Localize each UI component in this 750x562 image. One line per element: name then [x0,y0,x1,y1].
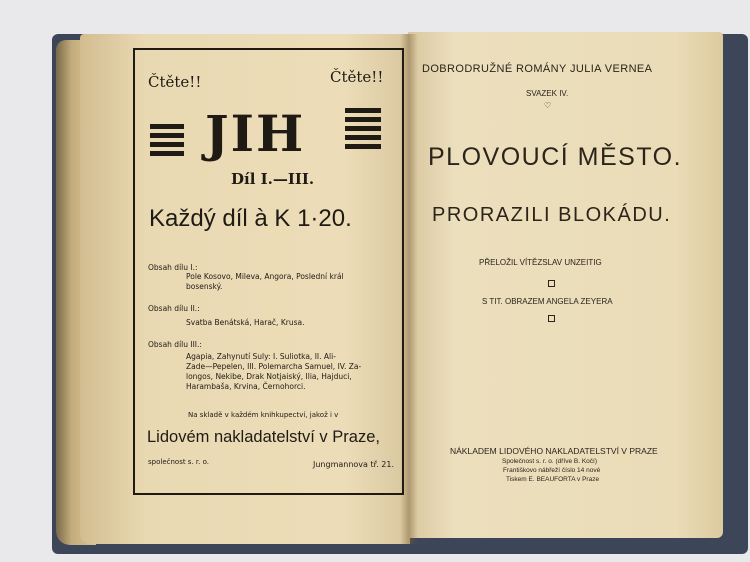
content-text-3b: Zade—Pepelen, III. Polemarcha Samuel, IV. Za- [186,362,362,371]
content-label-3: Obsah dílu III.: [148,340,202,349]
read-label-left: Čtěte!! [148,73,202,91]
book-title-1: PLOVOUCÍ MĚSTO. [428,143,683,171]
series-title: DOBRODRUŽNÉ ROMÁNY JULIA VERNEA [422,63,653,75]
content-text-3c: longos, Nekibe, Drak Notjaiský, Ilia, Hajduci, [186,372,352,381]
book-title-2: PRORAZILI BLOKÁDU. [432,204,672,226]
translator-line: PŘELOŽIL VÍTĚZSLAV UNZEITIG [479,258,602,267]
stock-note: Na skladě v každém knihkupectví, jakož i v [188,411,339,419]
content-label-1: Obsah dílu I.: [148,263,198,272]
decorative-bars-left [150,124,184,160]
advert-address: Jungmannova tř. 21. [313,460,394,469]
content-text-3a: Agapia, Zahynutí Suly: I. Suliotka, II. Ali- [186,352,336,361]
content-text-1a: Pole Kosovo, Mileva, Angora, Poslední král [186,272,344,281]
square-ornament-icon-2 [548,315,555,322]
advert-publisher: Lidovém nakladatelství v Praze, [147,428,380,446]
illustrator-line: S TIT. OBRAZEM ANGELA ZEYERA [482,297,613,306]
read-label-right: Čtěte!! [330,68,384,86]
advert-company: společnost s. r. o. [148,458,209,466]
content-label-2: Obsah dílu II.: [148,304,200,313]
imprint-detail-1: Společnost s. r. o. (dříve B. Kočí) [502,458,598,465]
square-ornament-icon [548,280,555,287]
imprint-detail-2: Františkovo nábřeží číslo 14 nové [503,467,601,474]
imprint-line: NÁKLADEM LIDOVÉHO NAKLADATELSTVÍ V PRAZE [450,446,658,456]
content-text-1b: bosenský. [186,282,223,291]
advert-price: Každý díl à K 1·20. [149,205,352,232]
decorative-bars-right [345,108,381,153]
content-text-2a: Svatba Benátská, Harač, Krusa. [186,318,305,327]
advert-parts: Díl I.—III. [231,170,315,188]
advert-title: JIH [205,104,306,163]
content-text-3d: Harambaša, Krvina, Černohorci. [186,382,306,391]
volume-number: SVAZEK IV. [526,89,569,98]
heart-ornament-icon: ♡ [544,101,552,110]
imprint-detail-3: Tiskem E. BEAUFORTA v Praze [506,476,600,483]
